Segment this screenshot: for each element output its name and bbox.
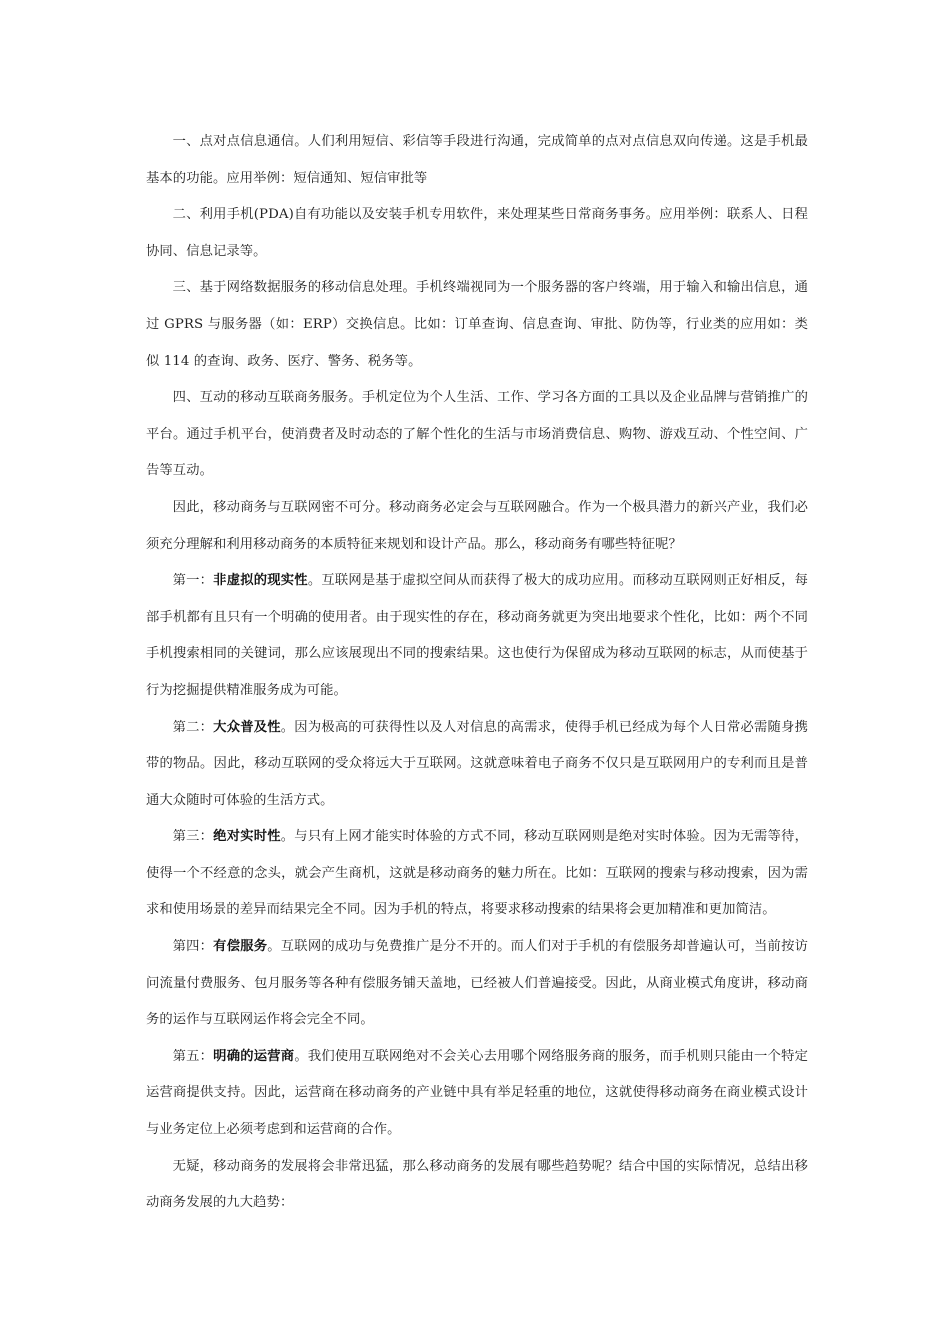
feature-lead: 第三：	[172, 829, 214, 845]
paragraph-text: 。互联网是基于虚拟空间从而获得了极大的成功应用。而移动互联网则正好相反，每部手机都有且只有一个明确的使用者。由于现实性的存在，移动商务就更为突出地要求个性化，比如：两个不同手机搜索相同的关键词，那么应该展现出不同的搜索结果。这也使行为保留成为移动互联网的标志，从而使基于行为挖掘提供精准服务成为可能。	[146, 573, 808, 698]
paragraph-1	[146, 124, 808, 197]
paragraph-text: 。因为极高的可获得性以及人对信息的高需求，使得手机已经成为每个人日常必需随身携带的物品。因此，移动互联网的受众将远大于互联网。这就意味着电子商务不仅只是互联网用户的专利而且是普通大众随时可体验的生活方式。	[146, 719, 808, 808]
feature-lead: 第一：	[172, 573, 214, 589]
feature-paragraph-3	[146, 819, 808, 929]
paragraph-text: 一、点对点信息通信。人们利用短信、彩信等手段进行沟通，完成简单的点对点信息双向传递。这是手机最基本的功能。应用举例：短信通知、短信审批等	[146, 134, 808, 186]
paragraph-4	[146, 380, 808, 490]
paragraph-text: 四、互动的移动互联商务服务。手机定位为个人生活、工作、学习各方面的工具以及企业品牌与营销推广的平台。通过手机平台，使消费者及时动态的了解个性化的生活与市场消费信息、购物、游戏互动、个性空间、广告等互动。	[146, 390, 808, 479]
feature-lead: 第二：	[172, 719, 214, 735]
feature-paragraph-2	[146, 710, 808, 820]
paragraph-3	[146, 270, 808, 380]
feature-paragraph-1	[146, 563, 808, 709]
paragraph-conclusion	[146, 1149, 808, 1222]
paragraph-5	[146, 490, 808, 563]
paragraph-text: 因此，移动商务与互联网密不可分。移动商务必定会与互联网融合。作为一个极具潜力的新兴产业，我们必须充分理解和利用移动商务的本质特征来规划和设计产品。那么，移动商务有哪些特征呢？	[146, 499, 808, 552]
paragraph-text: 。与只有上网才能实时体验的方式不同，移动互联网则是绝对实时体验。因为无需等待，使得一个不经意的念头，就会产生商机，这就是移动商务的魅力所在。比如：互联网的搜索与移动搜索，因为需求和使用场景的差异而结果完全不同。因为手机的特点，将要求移动搜索的结果将会更加精准和更加简洁。	[146, 829, 808, 918]
paragraph-text: 。互联网的成功与免费推广是分不开的。而人们对于手机的有偿服务却普遍认可，当前按访问流量付费服务、包月服务等各种有偿服务铺天盖地，已经被人们普遍接受。因此，从商业模式角度讲，移动商务的运作与互联网运作将会完全不同。	[146, 939, 809, 1028]
feature-title: 有偿服务	[213, 939, 268, 955]
paragraph-text: 。我们使用互联网绝对不会关心去用哪个网络服务商的服务，而手机则只能由一个特定运营商提供支持。因此，运营商在移动商务的产业链中具有举足轻重的地位，这就使得移动商务在商业模式设计与业务定位上必须考虑到和运营商的合作。	[146, 1048, 808, 1138]
feature-title: 明确的运营商	[213, 1048, 295, 1064]
feature-lead: 第五：	[172, 1048, 214, 1064]
feature-title: 绝对实时性	[213, 829, 281, 845]
paragraph-2	[146, 197, 808, 270]
feature-paragraph-5	[146, 1039, 808, 1149]
feature-paragraph-4	[146, 929, 808, 1039]
document-page	[146, 124, 808, 1222]
paragraph-text: 无疑，移动商务的发展将会非常迅猛，那么移动商务的发展有哪些趋势呢？结合中国的实际情况，总结出移动商务发展的九大趋势：	[146, 1158, 808, 1211]
feature-title: 非虚拟的现实性	[213, 573, 308, 589]
feature-title: 大众普及性	[213, 719, 281, 735]
paragraph-text: 三、基于网络数据服务的移动信息处理。手机终端视同为一个服务器的客户终端，用于输入和输出信息，通过 GPRS 与服务器（如：ERP）交换信息。比如：订单查询、信息查询、审批、防伪等，行业类的应用如：类似 114 的查询、政务、医疗、警务、税务等。	[146, 280, 808, 369]
feature-lead: 第四：	[172, 939, 214, 955]
paragraph-text: 二、利用手机(PDA)自有功能以及安装手机专用软件，来处理某些日常商务事务。应用举例：联系人、日程协同、信息记录等。	[146, 207, 808, 259]
